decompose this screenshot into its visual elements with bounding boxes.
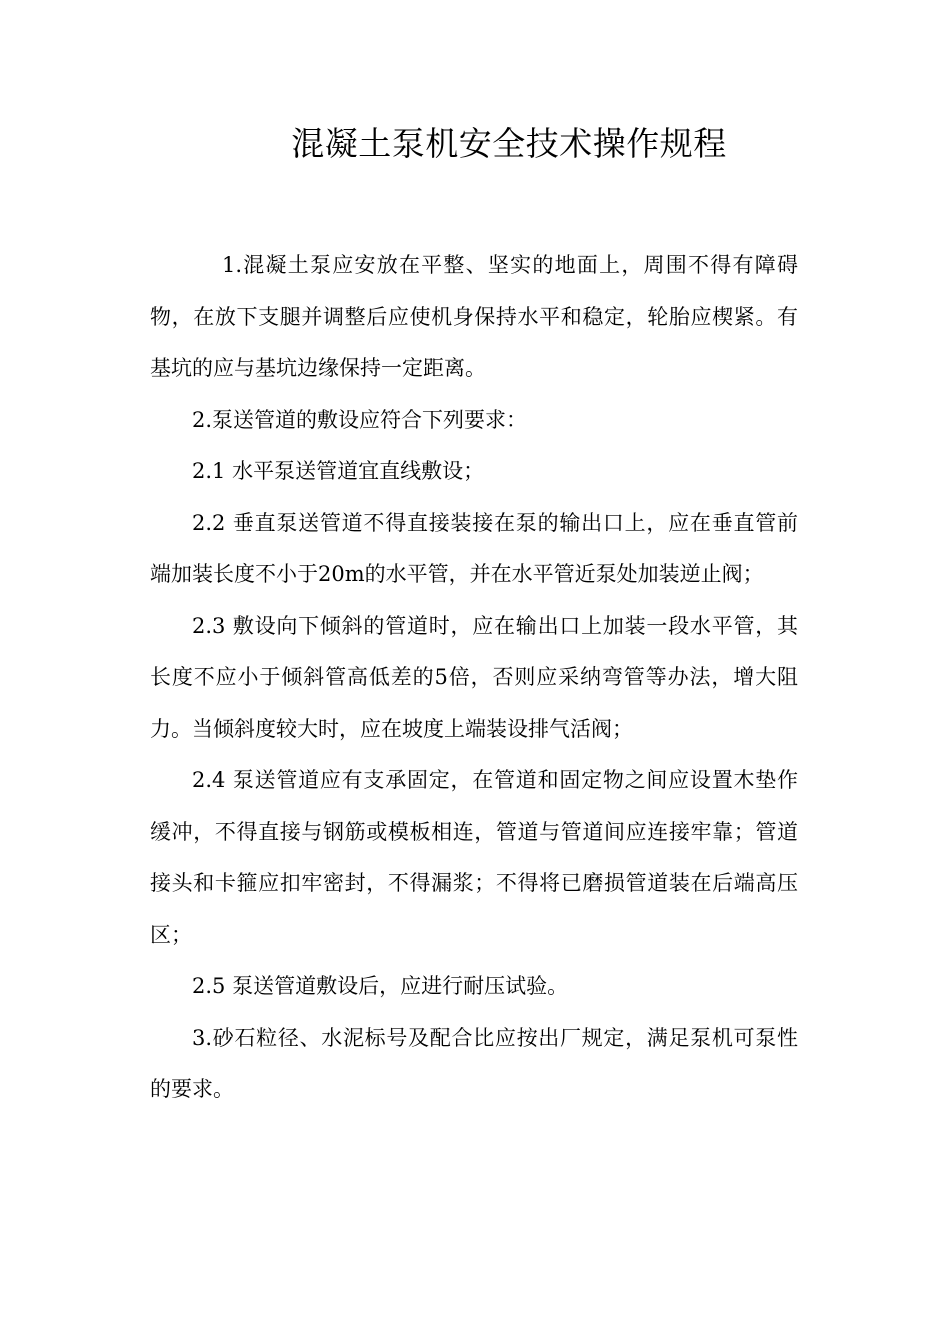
paragraph-2-1: 2.1 水平泵送管道宜直线敷设； <box>192 459 485 483</box>
paragraph-1: 1.混凝土泵应安放在平整、坚实的地面上，周围不得有障碍物，在放下支腿并调整后应使机身保持水平和稳定，轮胎应楔紧。有基坑的应与基坑边缘保持一定距离。 <box>150 253 798 380</box>
document-title: 混凝土泵机安全技术操作规程 <box>291 124 727 163</box>
paragraph-2-4: 2.4 泵送管道应有支承固定，在管道和固定物之间应设置木垫作缓冲，不得直接与钢筋或模板相连，管道与管道间应连接牢靠；管道接头和卡箍应扣牢密封，不得漏浆；不得将已磨损管道装在后端高压区； <box>150 768 798 947</box>
document-body <box>150 240 798 1116</box>
paragraph-2: 2.泵送管道的敷设应符合下列要求： <box>192 407 528 432</box>
paragraph-2-5: 2.5 泵送管道敷设后，应进行耐压试验。 <box>192 974 569 998</box>
paragraph-2-2: 2.2 垂直泵送管道不得直接装接在泵的输出口上，应在垂直管前端加装长度不小于20m的水平管，并在水平管近泵处加装逆止阀； <box>150 510 798 586</box>
paragraph-3: 3.砂石粒径、水泥标号及配合比应按出厂规定，满足泵机可泵性的要求。 <box>150 1025 798 1101</box>
paragraph-2-3: 2.3 敷设向下倾斜的管道时，应在输出口上加装一段水平管，其长度不应小于倾斜管高低差的5倍，否则应采纳弯管等办法，增大阻力。当倾斜度较大时，应在坡度上端装设排气活阀； <box>150 613 798 741</box>
